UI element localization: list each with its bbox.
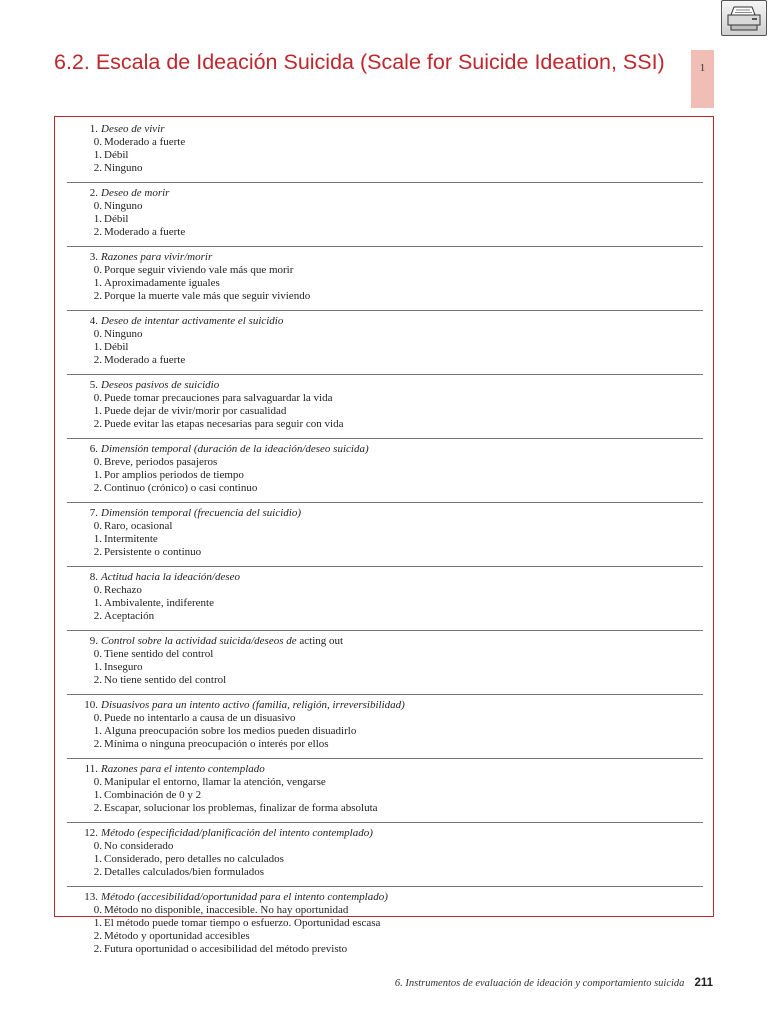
item-divider [67, 822, 703, 823]
item-divider [67, 310, 703, 311]
option-score: 0. [93, 840, 102, 852]
item-question [67, 763, 703, 776]
option-text: Tiene sentido del control [104, 648, 214, 660]
option-score: 0. [93, 776, 102, 788]
option-text: Puede no intentarlo a causa de un disuasivo [104, 712, 296, 724]
item-divider [67, 758, 703, 759]
item-option [67, 533, 703, 546]
item-label-wrap [101, 699, 405, 712]
item-option [67, 136, 703, 149]
page-footer [395, 977, 713, 989]
option-score: 1. [93, 789, 102, 801]
item-number: 1. [89, 123, 98, 135]
item-option [67, 546, 703, 559]
item-option [67, 264, 703, 277]
option-score: 0. [93, 200, 102, 212]
option-score: 0. [93, 520, 102, 532]
option-score: 1. [93, 661, 102, 673]
option-score: 0. [93, 648, 102, 660]
option-text: Aceptación [104, 610, 155, 622]
item-option [67, 328, 703, 341]
scale-item [67, 763, 703, 815]
item-label-wrap [101, 827, 373, 840]
item-option [67, 904, 703, 917]
item-option [67, 840, 703, 853]
option-score: 0. [93, 328, 102, 340]
scale-item [67, 443, 703, 495]
item-label: Razones para vivir/morir [101, 251, 213, 263]
item-option [67, 597, 703, 610]
item-question [67, 827, 703, 840]
page-tab-number: 1 [699, 62, 706, 74]
option-score: 1. [93, 597, 102, 609]
page-title: 6.2. Escala de Ideación Suicida (Scale for Suicide Ideation, SSI) [54, 50, 665, 74]
item-option [67, 341, 703, 354]
item-label-wrap [101, 123, 165, 136]
print-button[interactable] [721, 0, 767, 36]
item-option [67, 405, 703, 418]
scale-items-box [54, 116, 714, 955]
item-number: 4. [89, 315, 98, 327]
item-question [67, 379, 703, 392]
option-score: 2. [93, 738, 102, 750]
item-number: 9. [89, 635, 98, 647]
option-text: Débil [104, 149, 129, 161]
item-option [67, 213, 703, 226]
scale-item [67, 699, 703, 751]
option-score: 0. [93, 456, 102, 468]
item-option [67, 469, 703, 482]
item-option [67, 943, 703, 956]
item-question [67, 443, 703, 456]
item-label: Actitud hacia la ideación/deseo [101, 571, 240, 583]
item-label-wrap [101, 187, 169, 200]
scale-item [67, 571, 703, 623]
option-text: Puede dejar de vivir/morir por casualidad [104, 405, 287, 417]
item-option [67, 674, 703, 687]
item-number: 7. [89, 507, 98, 519]
option-text: Ninguno [104, 200, 143, 212]
item-label: Dimensión temporal (frecuencia del suicidio) [101, 507, 301, 519]
option-text: Por amplios periodos de tiempo [104, 469, 244, 481]
printer-icon [722, 1, 766, 35]
option-score: 2. [93, 610, 102, 622]
item-label: Razones para el intento contemplado [101, 763, 265, 775]
option-text: No tiene sentido del control [104, 674, 227, 686]
option-text: Detalles calculados/bien formulados [104, 866, 265, 878]
option-text: Ambivalente, indiferente [104, 597, 214, 609]
item-option [67, 290, 703, 303]
item-label: Dimensión temporal (duración de la ideación/deseo suicida) [101, 443, 369, 455]
item-label: Control sobre la actividad suicida/deseos de [101, 635, 297, 647]
item-label-wrap [101, 443, 369, 456]
item-option [67, 725, 703, 738]
item-option [67, 610, 703, 623]
option-score: 2. [93, 930, 102, 942]
item-number: 5. [89, 379, 98, 391]
item-number: 6. [89, 443, 98, 455]
option-score: 1. [93, 469, 102, 481]
item-question [67, 251, 703, 264]
item-label-wrap [101, 891, 388, 904]
item-option [67, 802, 703, 815]
item-divider [67, 182, 703, 183]
option-text: Intermitente [104, 533, 158, 545]
option-score: 0. [93, 392, 102, 404]
item-option [67, 648, 703, 661]
option-text: Rechazo [104, 584, 142, 596]
scale-item [67, 827, 703, 879]
option-text: Método y oportunidad accesibles [104, 930, 250, 942]
item-option [67, 456, 703, 469]
item-label: Disuasivos para un intento activo (familia, religión, irreversibilidad) [101, 699, 405, 711]
option-score: 0. [93, 136, 102, 148]
item-option [67, 482, 703, 495]
option-text: No considerado [104, 840, 174, 852]
item-question [67, 571, 703, 584]
item-label: Deseo de morir [101, 187, 170, 199]
item-label: Deseos pasivos de suicidio [101, 379, 220, 391]
item-option [67, 392, 703, 405]
item-question [67, 635, 703, 648]
option-score: 1. [93, 917, 102, 929]
option-text: Breve, periodos pasajeros [104, 456, 218, 468]
scale-item [67, 507, 703, 559]
page-tab [691, 50, 714, 108]
item-number: 3. [89, 251, 98, 263]
item-option [67, 853, 703, 866]
option-text: Inseguro [104, 661, 143, 673]
option-text: Moderado a fuerte [104, 354, 186, 366]
option-text: Moderado a fuerte [104, 226, 186, 238]
item-option [67, 418, 703, 431]
option-text: Débil [104, 341, 129, 353]
item-option [67, 917, 703, 930]
item-label-wrap [101, 379, 219, 392]
item-number: 12. [84, 827, 98, 839]
item-number: 10. [84, 699, 98, 711]
option-score: 1. [93, 341, 102, 353]
option-text: Continuo (crónico) o casi continuo [104, 482, 258, 494]
item-option [67, 866, 703, 879]
item-divider [67, 886, 703, 887]
item-number: 2. [89, 187, 98, 199]
item-option [67, 584, 703, 597]
option-score: 2. [93, 866, 102, 878]
item-question [67, 123, 703, 136]
item-divider [67, 374, 703, 375]
scale-item [67, 187, 703, 239]
item-question [67, 891, 703, 904]
option-text: Método no disponible, inaccesible. No hay oportunidad [104, 904, 349, 916]
item-label: Deseo de vivir [101, 123, 165, 135]
option-score: 2. [93, 802, 102, 814]
option-score: 0. [93, 712, 102, 724]
option-score: 2. [93, 162, 102, 174]
item-question [67, 315, 703, 328]
item-option [67, 930, 703, 943]
option-text: Alguna preocupación sobre los medios pueden disuadirlo [104, 725, 357, 737]
option-score: 2. [93, 943, 102, 955]
item-label-wrap [101, 571, 240, 584]
option-score: 2. [93, 226, 102, 238]
item-divider [67, 502, 703, 503]
item-divider [67, 566, 703, 567]
option-text: Puede evitar las etapas necesarias para seguir con vida [104, 418, 344, 430]
scale-item [67, 635, 703, 687]
option-text: El método puede tomar tiempo o esfuerzo. Oportunidad escasa [104, 917, 381, 929]
item-label-suffix: acting out [296, 635, 344, 647]
scale-item [67, 891, 703, 956]
option-score: 2. [93, 674, 102, 686]
item-label: Deseo de intentar activamente el suicidio [101, 315, 284, 327]
item-label: Método (especificidad/planificación del intento contemplado) [101, 827, 373, 839]
option-score: 1. [93, 277, 102, 289]
item-divider [67, 694, 703, 695]
option-text: Persistente o continuo [104, 546, 202, 558]
item-number: 8. [89, 571, 98, 583]
option-text: Manipular el entorno, llamar la atención, vengarse [104, 776, 326, 788]
option-text: Porque la muerte vale más que seguir viviendo [104, 290, 311, 302]
option-text: Puede tomar precauciones para salvaguardar la vida [104, 392, 333, 404]
item-option [67, 354, 703, 367]
item-option [67, 661, 703, 674]
option-score: 1. [93, 853, 102, 865]
option-score: 0. [93, 584, 102, 596]
item-question [67, 699, 703, 712]
item-option [67, 789, 703, 802]
item-divider [67, 246, 703, 247]
item-label-wrap [101, 507, 301, 520]
item-label-wrap [101, 251, 212, 264]
option-text: Moderado a fuerte [104, 136, 186, 148]
option-text: Mínima o ninguna preocupación o interés por ellos [104, 738, 329, 750]
option-text: Ninguno [104, 328, 143, 340]
option-score: 2. [93, 482, 102, 494]
item-label: Método (accesibilidad/oportunidad para el intento contemplado) [101, 891, 388, 903]
scale-item [67, 123, 703, 175]
option-text: Futura oportunidad o accesibilidad del método previsto [104, 943, 348, 955]
option-score: 1. [93, 533, 102, 545]
item-question [67, 507, 703, 520]
option-text: Porque seguir viviendo vale más que morir [104, 264, 294, 276]
scale-item [67, 379, 703, 431]
footer-page-number: 211 [694, 977, 713, 989]
option-score: 2. [93, 354, 102, 366]
item-question [67, 187, 703, 200]
option-score: 2. [93, 418, 102, 430]
item-label-wrap [101, 763, 265, 776]
item-option [67, 520, 703, 533]
option-text: Combinación de 0 y 2 [104, 789, 202, 801]
item-option [67, 162, 703, 175]
option-text: Raro, ocasional [104, 520, 173, 532]
item-label-wrap [101, 315, 283, 328]
option-score: 2. [93, 290, 102, 302]
item-option [67, 226, 703, 239]
option-text: Escapar, solucionar los problemas, finalizar de forma absoluta [104, 802, 378, 814]
item-option [67, 776, 703, 789]
option-score: 1. [93, 405, 102, 417]
option-text: Ninguno [104, 162, 143, 174]
option-text: Aproximadamente iguales [104, 277, 220, 289]
scale-item [67, 315, 703, 367]
scale-item [67, 251, 703, 303]
option-score: 0. [93, 904, 102, 916]
option-score: 1. [93, 213, 102, 225]
option-text: Considerado, pero detalles no calculados [104, 853, 284, 865]
item-number: 13. [84, 891, 98, 903]
option-score: 1. [93, 149, 102, 161]
option-text: Débil [104, 213, 129, 225]
option-score: 2. [93, 546, 102, 558]
footer-text: 6. Instrumentos de evaluación de ideación y comportamiento suicida [394, 978, 685, 989]
item-divider [67, 630, 703, 631]
option-score: 0. [93, 264, 102, 276]
item-number: 11. [84, 763, 98, 775]
item-option [67, 738, 703, 751]
item-option [67, 712, 703, 725]
item-option [67, 277, 703, 290]
item-label-wrap [101, 635, 343, 648]
item-option [67, 149, 703, 162]
option-score: 1. [93, 725, 102, 737]
item-divider [67, 438, 703, 439]
item-option [67, 200, 703, 213]
